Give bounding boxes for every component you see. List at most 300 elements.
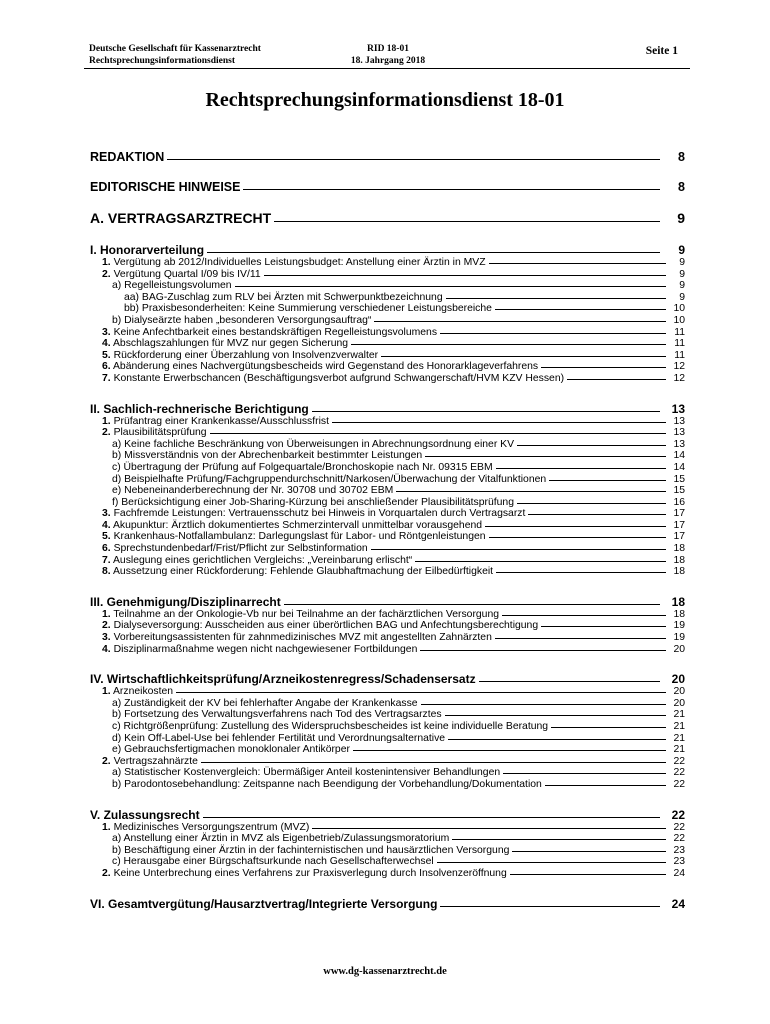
toc-leader-line	[284, 604, 660, 605]
toc-leader-line	[496, 572, 666, 573]
toc-page-number: 18	[673, 543, 685, 555]
toc-entry-text	[112, 744, 350, 756]
toc-entry-title: a) Keine fachliche Beschränkung von Überweisungen in Abrechnungsordnung einer KV	[112, 438, 515, 450]
toc-entry-text	[102, 543, 368, 555]
toc-section	[90, 402, 685, 416]
toc-entry-title: b) Parodontosebehandlung: Zeitspanne nach Beendigung der Vorbehandlung/Dokumentation	[112, 778, 542, 790]
toc-item	[90, 822, 685, 834]
toc-page-number: 20	[671, 672, 685, 687]
toc-entry-text	[102, 632, 492, 644]
toc-entry-title: III. Genehmigung/Disziplinarrecht	[90, 594, 281, 609]
toc-entry-number: 1.	[102, 686, 111, 698]
toc-entry-text	[102, 686, 173, 698]
toc-page-number: 17	[673, 508, 685, 520]
toc-entry-title: e) Gebrauchsfertigmachen monoklonaler Antikörper	[112, 744, 350, 756]
toc-entry-title: Keine Unterbrechung eines Verfahrens zur Praxisverlegung durch Insolvenzeröffnung	[113, 867, 507, 879]
toc-item	[90, 620, 685, 632]
toc-entry-title: Vorbereitungsassistenten für zahnmedizinisches MVZ mit angestellten Zahnärzten	[113, 632, 492, 644]
toc-entry-number: 3.	[102, 632, 111, 644]
toc-entry-title: c) Richtgrößenprüfung: Zustellung des Widerspruchsbescheides ist keine individuelle Beratung	[112, 721, 549, 732]
toc-page-number: 18	[673, 608, 685, 620]
toc-entry-title: Arzneikosten	[113, 686, 174, 698]
toc-entry-number: 4.	[102, 519, 111, 531]
toc-entry-number: 1.	[102, 608, 111, 620]
toc-leader-line	[167, 159, 660, 160]
toc-entry-title: b) Dialyseärzte haben „besonderen Versorgungsauftrag“	[112, 314, 372, 326]
toc-item	[90, 721, 685, 733]
header-issue	[333, 43, 443, 67]
toc-item	[90, 833, 685, 845]
table-of-contents	[90, 150, 685, 911]
toc-entry-text	[124, 303, 492, 315]
toc-item	[90, 531, 685, 543]
toc-leader-line	[415, 561, 666, 562]
toc-entry-title: REDAKTION	[90, 150, 165, 164]
toc-entry-number: 1.	[102, 415, 111, 427]
toc-item	[90, 327, 685, 339]
toc-leader-line	[425, 456, 666, 457]
toc-entry-title: Vertragszahnärzte	[113, 755, 198, 767]
toc-item	[90, 303, 685, 315]
toc-chapter	[90, 210, 685, 226]
toc-page-number: 9	[677, 210, 685, 226]
toc-item	[90, 508, 685, 520]
toc-item	[90, 609, 685, 621]
toc-page-number: 15	[673, 473, 685, 485]
toc-leader-line	[264, 275, 666, 276]
page-title: Rechtsprechungsinformationsdienst 18-01	[205, 89, 565, 111]
toc-page-number: 21	[673, 744, 685, 756]
toc-entry-number: 1.	[102, 257, 111, 268]
header-issue-number: RID 18-01	[367, 44, 409, 54]
toc-entry-title: d) Beispielhafte Prüfung/Fachgruppendurchschnitt/Narkosen/Überwachung der Vitalfunktionen	[112, 473, 547, 485]
toc-entry-number: 3.	[102, 508, 111, 520]
toc-item	[90, 644, 685, 656]
toc-entry-title: d) Kein Off-Label-Use bei fehlender Fertilität und Verordnungsalternative	[112, 732, 446, 744]
toc-entry-number: 4.	[102, 338, 111, 350]
toc-entry-title: Fachfremde Leistungen: Vertrauensschutz bei Hinweis in Vorquartalen durch Vertragsarzt	[113, 508, 526, 520]
toc-page-number: 18	[671, 594, 685, 609]
toc-entry-text	[112, 779, 542, 791]
toc-leader-line	[437, 862, 666, 863]
toc-entry-text	[102, 373, 564, 385]
toc-entry-text	[124, 292, 443, 304]
toc-page-number: 11	[674, 349, 685, 361]
toc-page-number: 17	[673, 531, 685, 543]
toc-leader-line	[510, 874, 666, 875]
toc-leader-line	[489, 263, 666, 264]
toc-entry-text	[112, 450, 422, 462]
toc-item	[90, 845, 685, 857]
toc-entry-title: I. Honorarverteilung	[90, 243, 205, 257]
toc-entry-text	[90, 402, 309, 416]
toc-leader-line	[502, 615, 666, 616]
toc-entry-title: Dialyseversorgung: Ausscheiden aus einer überörtlichen BAG und Anfechtungsberechtigung	[113, 620, 539, 632]
toc-leader-line	[176, 692, 666, 693]
toc-page-number: 13	[673, 427, 685, 439]
toc-entry-number: 1.	[102, 821, 111, 833]
toc-item	[90, 280, 685, 292]
toc-entry-text	[112, 733, 445, 745]
toc-entry-text	[90, 897, 437, 911]
toc-spacer	[90, 578, 685, 595]
toc-section	[90, 897, 685, 911]
toc-leader-line	[312, 411, 660, 412]
header-publisher-name: Deutsche Gesellschaft für Kassenarztrecht	[89, 44, 261, 54]
toc-item	[90, 416, 685, 428]
toc-page-number: 24	[671, 896, 685, 911]
toc-item	[90, 686, 685, 698]
toc-entry-text	[112, 439, 514, 451]
toc-entry-title: VI. Gesamtvergütung/Hausarztvertrag/Integrierte Versorgung	[90, 896, 438, 911]
toc-item	[90, 520, 685, 532]
toc-page-number: 23	[673, 856, 685, 868]
toc-item	[90, 462, 685, 474]
toc-page-number: 19	[673, 620, 685, 632]
toc-leader-line	[495, 638, 666, 639]
toc-entry-title: a) Statistischer Kostenvergleich: Übermäßiger Anteil kostenintensiver Behandlungen	[112, 767, 501, 779]
toc-page-number: 21	[673, 732, 685, 744]
toc-item	[90, 427, 685, 439]
toc-item	[90, 555, 685, 567]
toc-entry-number: 2.	[102, 427, 111, 439]
toc-item	[90, 709, 685, 721]
toc-item	[90, 767, 685, 779]
header-volume-year: 18. Jahrgang 2018	[350, 56, 426, 66]
toc-entry-title: EDITORISCHE HINWEISE	[90, 180, 241, 194]
toc-spacer	[90, 655, 685, 672]
toc-entry-title: Krankenhaus-Notfallambulanz: Darlegungslast für Labor- und Röntgenleistungen	[113, 531, 486, 543]
toc-item	[90, 756, 685, 768]
toc-entry-text	[90, 210, 271, 226]
toc-entry-text	[102, 756, 198, 768]
toc-leader-line	[452, 839, 666, 840]
toc-leader-line	[495, 309, 666, 310]
toc-leader-line	[517, 503, 666, 504]
toc-leader-line	[489, 537, 666, 538]
toc-section	[90, 595, 685, 609]
toc-entry-title: Vergütung Quartal I/09 bis IV/11	[113, 268, 261, 280]
toc-page-number: 9	[678, 243, 685, 257]
toc-item	[90, 497, 685, 509]
toc-entry-title: A. VERTRAGSARZTRECHT	[90, 210, 272, 226]
toc-leader-line	[545, 785, 666, 786]
toc-entry-title: bb) Praxisbesonderheiten: Keine Summierung verschiedener Leistungsbereiche	[124, 303, 492, 315]
toc-entry-text	[102, 427, 207, 439]
toc-leader-line	[567, 379, 666, 380]
toc-leader-line	[207, 252, 660, 253]
toc-page-number: 11	[674, 338, 685, 350]
toc-item	[90, 315, 685, 327]
toc-entry-text	[102, 416, 329, 428]
toc-item	[90, 868, 685, 880]
toc-entry-text	[102, 822, 309, 834]
toc-page-number: 20	[673, 643, 685, 655]
toc-leader-line	[420, 650, 666, 651]
toc-leader-line	[503, 773, 666, 774]
toc-page-number: 13	[673, 415, 685, 427]
toc-entry-text	[112, 845, 509, 857]
header-publisher	[89, 43, 261, 67]
toc-item	[90, 269, 685, 281]
toc-entry-title: Vergütung ab 2012/Individuelles Leistungsbudget: Anstellung einer Ärztin in MVZ	[113, 257, 486, 268]
toc-entry-text	[102, 508, 525, 520]
toc-page-number: 22	[673, 821, 685, 833]
toc-entry-title: IV. Wirtschaftlichkeitsprüfung/Arzneikostenregress/Schadensersatz	[90, 672, 476, 687]
toc-page-number: 14	[673, 461, 685, 473]
toc-section	[90, 672, 685, 686]
toc-entry-text	[90, 672, 476, 686]
toc-spacer	[90, 385, 685, 402]
toc-entry-text	[112, 856, 434, 868]
toc-leader-line	[541, 626, 666, 627]
toc-entry-text	[102, 327, 437, 339]
toc-page-number: 8	[678, 180, 685, 194]
toc-leader-line	[496, 468, 666, 469]
toc-entry-title: aa) BAG-Zuschlag zum RLV bei Ärzten mit Schwerpunktbezeichnung	[124, 291, 443, 303]
toc-entry-text	[102, 609, 499, 621]
toc-item	[90, 779, 685, 791]
toc-item	[90, 856, 685, 868]
toc-entry-title: b) Beschäftigung einer Ärztin in der fachinternistischen und hausärztlichen Versorgung	[112, 844, 510, 856]
toc-entry-text	[112, 280, 232, 292]
toc-entry-text	[102, 257, 486, 269]
toc-page-number: 11	[674, 326, 685, 338]
toc-page-number: 10	[673, 314, 685, 326]
toc-spacer	[90, 194, 685, 210]
toc-entry-text	[102, 338, 348, 350]
toc-entry-text	[90, 243, 204, 257]
toc-page-number: 14	[673, 450, 685, 462]
toc-item	[90, 485, 685, 497]
toc-entry-text	[102, 620, 538, 632]
toc-leader-line	[549, 480, 666, 481]
toc-leader-line	[445, 715, 666, 716]
toc-entry-text	[90, 180, 240, 194]
toc-entry-title: f) Berücksichtigung einer Job-Sharing-Kürzung bei anschließender Plausibilitätsprüfung	[112, 496, 514, 508]
toc-entry-text	[112, 833, 449, 845]
toc-entry-number: 4.	[102, 643, 111, 655]
toc-page-number: 21	[673, 709, 685, 721]
header-page-label: Seite 1	[645, 45, 678, 57]
toc-page-number: 18	[673, 554, 685, 566]
toc-leader-line	[541, 367, 666, 368]
toc-leader-line	[396, 491, 666, 492]
toc-leader-line	[485, 526, 666, 527]
toc-item	[90, 698, 685, 710]
toc-leader-line	[274, 221, 660, 222]
toc-leader-line	[351, 344, 666, 345]
toc-entry-number: 8.	[102, 566, 111, 578]
toc-entry-text	[102, 555, 412, 567]
toc-leader-line	[381, 356, 666, 357]
toc-entry-title: c) Herausgabe einer Bürgschaftsurkunde nach Gesellschafterwechsel	[112, 856, 434, 868]
toc-item	[90, 733, 685, 745]
toc-entry-title: Sprechstundenbedarf/Frist/Pflicht zur Selbstinformation	[113, 543, 368, 555]
toc-page-number: 22	[671, 807, 685, 822]
toc-entry-title: Teilnahme an der Onkologie-Vb nur bei Teilnahme an der fachärztlichen Versorgung	[113, 608, 500, 620]
toc-entry-text	[102, 520, 482, 532]
toc-entry-title: b) Fortsetzung des Verwaltungsverfahrens nach Tod des Vertragsarztes	[112, 709, 442, 721]
toc-entry-text	[102, 531, 486, 543]
toc-entry-title: Akupunktur: Ärztlich dokumentiertes Schmerzintervall unmittelbar vorausgehend	[113, 519, 483, 531]
toc-entry-text	[90, 595, 281, 609]
toc-spacer	[90, 791, 685, 808]
toc-page-number: 9	[679, 291, 685, 303]
toc-item	[90, 350, 685, 362]
toc-entry-title: II. Sachlich-rechnerische Berichtigung	[90, 401, 309, 416]
toc-entry-text	[112, 709, 442, 721]
toc-entry-title: Rückforderung einer Überzahlung von Insolvenzverwalter	[113, 349, 379, 361]
toc-leader-line	[448, 739, 666, 740]
toc-entry-text	[112, 485, 393, 497]
toc-item	[90, 632, 685, 644]
toc-entry-number: 6.	[102, 361, 111, 373]
toc-entry-number: 6.	[102, 543, 111, 555]
toc-item	[90, 474, 685, 486]
toc-spacer	[90, 880, 685, 897]
toc-leader-line	[440, 333, 666, 334]
toc-leader-line	[235, 286, 666, 287]
toc-entry-number: 3.	[102, 326, 111, 338]
toc-entry-title: V. Zulassungsrecht	[90, 807, 200, 822]
toc-entry-title: Medizinisches Versorgungszentrum (MVZ)	[113, 821, 310, 833]
toc-page-number: 22	[673, 755, 685, 767]
header-rule	[84, 68, 690, 69]
toc-page-number: 17	[673, 519, 685, 531]
toc-entry-title: a) Regelleistungsvolumen	[112, 280, 232, 292]
toc-entry-title: e) Nebeneinanderberechnung der Nr. 30708 und 30702 EBM	[112, 485, 394, 497]
toc-page-number: 13	[671, 401, 685, 416]
toc-page-number: 10	[673, 303, 685, 315]
footer-website: www.dg-kassenarztrecht.de	[323, 966, 447, 977]
toc-leader-line	[512, 851, 666, 852]
toc-entry-title: Abänderung eines Nachvergütungsbescheids wird Gegenstand des Honorarklageverfahrens	[113, 361, 539, 373]
toc-page-number: 22	[673, 833, 685, 845]
toc-item	[90, 292, 685, 304]
toc-entry-number: 7.	[102, 554, 111, 566]
toc-entry-title: a) Zuständigkeit der KV bei fehlerhafter Angabe der Krankenkasse	[112, 697, 418, 709]
toc-entry-title: c) Übertragung der Prüfung auf Folgequartale/Bronchoskopie nach Nr. 09315 EBM	[112, 461, 493, 473]
toc-item	[90, 338, 685, 350]
toc-entry-number: 5.	[102, 531, 111, 543]
toc-leader-line	[479, 681, 660, 682]
toc-page-number: 24	[673, 867, 685, 879]
toc-item	[90, 373, 685, 385]
toc-entry-text	[102, 361, 538, 373]
toc-entry-number: 2.	[102, 755, 111, 767]
toc-leader-line	[517, 445, 666, 446]
toc-item	[90, 439, 685, 451]
toc-entry-title: b) Missverständnis von der Abrechenbarkeit bestimmter Leistungen	[112, 450, 423, 462]
toc-leader-line	[201, 762, 666, 763]
toc-entry-title: Aussetzung einer Rückforderung: Fehlende Glaubhaftmachung der Eilbedürftigkeit	[113, 566, 494, 578]
toc-page-number: 20	[673, 697, 685, 709]
toc-entry-number: 5.	[102, 349, 111, 361]
toc-chapter	[90, 180, 685, 194]
toc-entry-text	[112, 315, 371, 327]
toc-leader-line	[421, 704, 666, 705]
toc-page-number: 12	[673, 372, 685, 384]
toc-entry-text	[90, 808, 200, 822]
toc-chapter	[90, 150, 685, 164]
toc-spacer	[90, 226, 685, 243]
toc-page-number: 15	[673, 485, 685, 497]
toc-entry-text	[112, 767, 500, 779]
toc-page-number: 16	[673, 496, 685, 508]
toc-page-number: 21	[673, 721, 685, 732]
toc-entry-text	[112, 721, 548, 733]
header-publication-name: Rechtsprechungsinformationsdienst	[89, 56, 236, 66]
toc-entry-text	[112, 698, 418, 710]
toc-entry-text	[112, 462, 493, 474]
toc-leader-line	[440, 906, 660, 907]
toc-entry-title: Auslegung eines gerichtlichen Vergleichs: „Vereinbarung erlischt“	[113, 554, 413, 566]
toc-leader-line	[528, 514, 666, 515]
toc-entry-text	[102, 644, 417, 656]
toc-page-number: 13	[673, 438, 685, 450]
toc-page-number: 23	[673, 844, 685, 856]
toc-leader-line	[210, 433, 666, 434]
toc-leader-line	[551, 727, 666, 728]
toc-leader-line	[374, 321, 666, 322]
toc-page-number: 22	[673, 767, 685, 779]
toc-entry-number: 2.	[102, 620, 111, 632]
toc-entry-title: Disziplinarmaßnahme wegen nicht nachgewiesener Fortbildungen	[113, 643, 418, 655]
toc-entry-text	[112, 497, 514, 509]
toc-leader-line	[446, 298, 666, 299]
toc-entry-text	[102, 566, 493, 578]
toc-page-number: 9	[679, 280, 685, 292]
toc-item	[90, 361, 685, 373]
toc-page-number: 19	[673, 632, 685, 644]
toc-entry-title: Konstante Erwerbschancen (Beschäftigungsverbot aufgrund Schwangerschaft/HVM KZV Hessen)	[113, 372, 565, 384]
toc-entry-title: Keine Anfechtbarkeit eines bestandskräftigen Regelleistungsvolumens	[113, 326, 438, 338]
toc-page-number: 18	[673, 566, 685, 578]
toc-entry-text	[102, 868, 507, 880]
toc-item	[90, 450, 685, 462]
toc-entry-number: 2.	[102, 867, 111, 879]
toc-entry-title: Prüfantrag einer Krankenkasse/Ausschlussfrist	[113, 415, 329, 427]
toc-entry-title: Plausibilitätsprüfung	[113, 427, 207, 439]
toc-entry-number: 2.	[102, 268, 111, 280]
toc-entry-title: Abschlagszahlungen für MVZ nur gegen Sicherung	[113, 338, 349, 350]
toc-leader-line	[203, 817, 660, 818]
toc-spacer	[90, 164, 685, 180]
toc-page-number: 8	[678, 150, 685, 164]
toc-item	[90, 543, 685, 555]
toc-entry-text	[102, 269, 261, 281]
toc-page-number: 9	[679, 268, 685, 280]
toc-leader-line	[353, 750, 666, 751]
toc-entry-title: a) Anstellung einer Ärztin in MVZ als Eigenbetrieb/Zulassungsmoratorium	[112, 833, 450, 845]
toc-entry-text	[102, 350, 378, 362]
toc-entry-text	[90, 150, 164, 164]
toc-section	[90, 808, 685, 822]
toc-leader-line	[332, 422, 666, 423]
toc-item	[90, 566, 685, 578]
toc-page-number: 22	[673, 778, 685, 790]
toc-item	[90, 744, 685, 756]
toc-leader-line	[312, 828, 666, 829]
toc-page-number: 9	[679, 257, 685, 268]
toc-item	[90, 257, 685, 269]
toc-section	[90, 243, 685, 257]
toc-page-number: 20	[673, 686, 685, 698]
toc-leader-line	[371, 549, 666, 550]
toc-entry-number: 7.	[102, 372, 111, 384]
toc-page-number: 12	[673, 361, 685, 373]
